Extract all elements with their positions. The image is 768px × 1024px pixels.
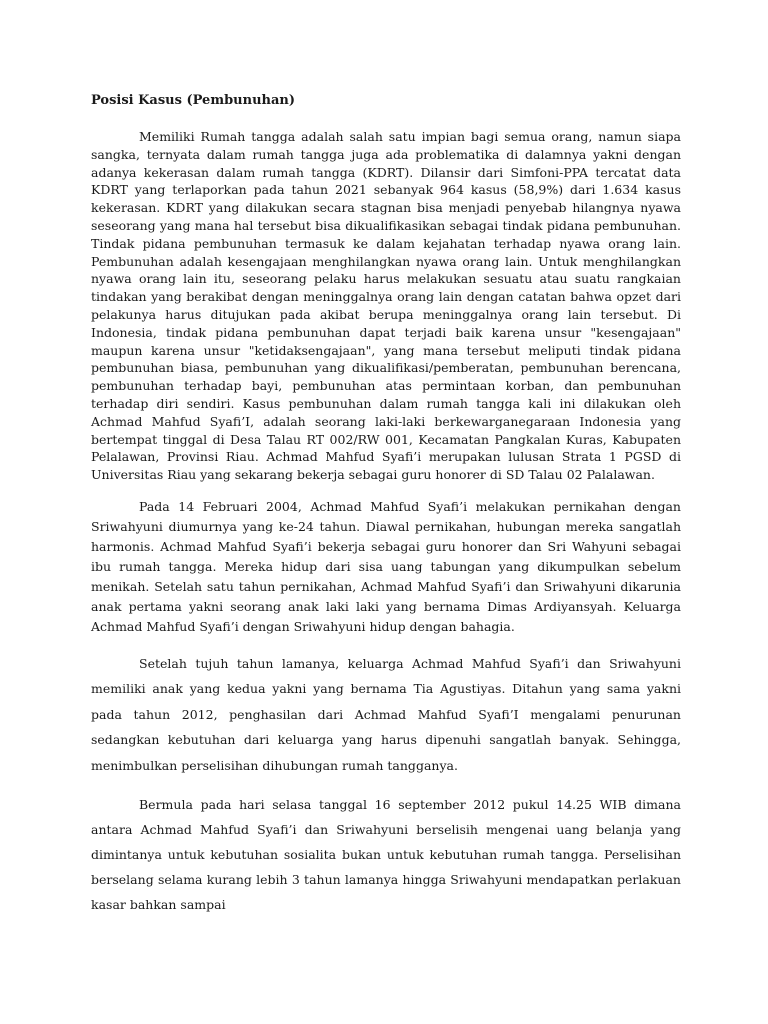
paragraph-2: Pada 14 Februari 2004, Achmad Mahfud Syafi’i melakukan pernikahan dengan Sriwahyuni diumurnya yang ke-24 tahun. Diawal pernikahan, hubungan mereka sangatlah harmonis. Achmad Mahfud Syafi’i bekerja sebagai guru honorer dan Sri Wahyuni sebagai ibu rumah tangga. Mereka hidup dari sisa uang tabungan yang dikumpulkan sebelum menikah. Setelah satu tahun pernikahan, Achmad Mahfud Syafi’i dan Sriwahyuni dikarunia anak pertama yakni seorang anak laki laki yang bernama Dimas Ardiyansyah. Keluarga Achmad Mahfud Syafi’i dengan Sriwahyuni hidup dengan bahagia. (91, 498, 681, 634)
document-page (91, 92, 681, 917)
document-title: Posisi Kasus (Pembunuhan) (91, 93, 296, 108)
paragraph-1: Memiliki Rumah tangga adalah salah satu impian bagi semua orang, namun siapa sangka, ternyata dalam rumah tangga juga ada problematika di dalamnya yakni dengan adanya kekerasan dalam rumah tangga (KDRT). Dilansir dari Simfoni-PPA tercatat data KDRT yang terlaporkan pada tahun 2021 sebanyak 964 kasus (58,9%) dari 1.634 kasus kekerasan. KDRT yang dilakukan secara stagnan bisa menjadi penyebab hilangnya nyawa seseorang yang mana hal tersebut bisa dikualifikasikan sebagai tindak pidana pembunuhan. Tindak pidana pembunuhan termasuk ke dalam kejahatan terhadap nyawa orang lain. Pembunuhan adalah kesengajaan menghilangkan nyawa orang lain. Untuk menghilangkan nyawa orang lain itu, seseorang pelaku harus melakukan sesuatu atau suatu rangkaian tindakan yang berakibat dengan meninggalnya orang lain dengan catatan bahwa opzet dari pelakunya harus ditujukan pada akibat berupa meninggalnya orang lain tersebut. Di Indonesia, tindak pidana pembunuhan dapat terjadi baik karena unsur "kesengajaan" maupun karena unsur "ketidaksengajaan", yang mana tersebut meliputi tindak pidana pembunuhan biasa, pembunuhan yang dikualifikasi/pemberatan, pembunuhan berencana, pembunuhan terhadap bayi, pembunuhan atas permintaan korban, dan pembunuhan terhadap diri sendiri. Kasus pembunuhan dalam rumah tangga kali ini dilakukan oleh Achmad Mahfud Syafi’I, adalah seorang laki-laki berkewarganegaraan Indonesia yang bertempat tinggal di Desa Talau RT 002/RW 001, Kecamatan Pangkalan Kuras, Kabupaten Pelalawan, Provinsi Riau. Achmad Mahfud Syafi’i merupakan lulusan Strata 1 PGSD di Universitas Riau yang sekarang bekerja sebagai guru honorer di SD Talau 02 Palalawan. (91, 129, 681, 483)
paragraph-4: Bermula pada hari selasa tanggal 16 september 2012 pukul 14.25 WIB dimana antara Achmad Mahfud Syafi’i dan Sriwahyuni berselisih mengenai uang belanja yang dimintanya untuk kebutuhan sosialita bukan untuk kebutuhan rumah tangga. Perselisihan berselang selama kurang lebih 3 tahun lamanya hingga Sriwahyuni mendapatkan perlakuan kasar bahkan sampai (91, 797, 681, 913)
paragraph-3: Setelah tujuh tahun lamanya, keluarga Achmad Mahfud Syafi’i dan Sriwahyuni memiliki anak yang kedua yakni yang bernama Tia Agustiyas. Ditahun yang sama yakni pada tahun 2012, penghasilan dari Achmad Mahfud Syafi’I mengalami penurunan sedangkan kebutuhan dari keluarga yang harus dipenuhi sangatlah banyak. Sehingga, menimbulkan perselisihan dihubungan rumah tangganya. (91, 655, 681, 773)
